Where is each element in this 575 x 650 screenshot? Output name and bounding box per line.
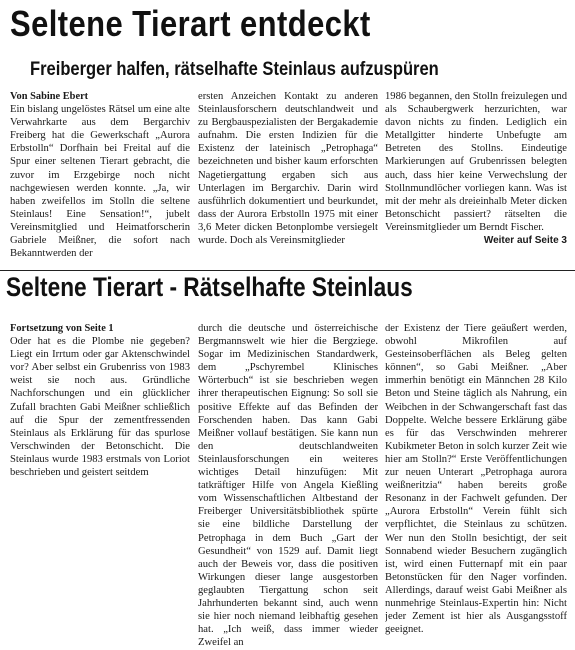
article2-column-3-text: der Existenz der Tiere geäußert werden, obwohl Mikrofilen auf Gesteinsoberflächen als Beleg gelten können“, so Gabi Meißner. „Aber immerhin benötigt ein Männchen 28 Kilo Beton und Steine täglich als Nahrung, ein Weibchen in der Schwangerschaft fast das Doppelte. Welche bessere Erklärung gäbe es für das Verschwinden mehrerer Kubikmeter Beton in solch kurzer Zeit wie hier am Stolln?“ Erste Veröffentlichungen zur neuen Unterart „Petrophaga aurora weißneritzia“ haben bereits große Resonanz in der Fachwelt gefunden. Der „Aurora Erbstolln“ Verein fühlt sich verpflichtet, die Steinlaus zu schützen. Wer nun den Stolln besichtigt, der seit Sonnabend wieder Besuchern zugänglich ist, wird einen Futternapf mit ein paar Betonstücken für den Nager vorfinden. Allerdings, darauf weist Gabi Meißner als nunmehrige Steinlaus-Expertin hin: Nicht jeder Zement ist hier als Ausgangsstoff geeignet. [385, 323, 567, 636]
article1-column-2 [198, 90, 378, 266]
article2-column-3 [385, 322, 567, 648]
article2-column-1-text: Oder hat es die Plombe nie gegeben? Liegt ein Irrtum oder gar Aktenschwindel vor? Aber selbst ein Grubenriss von 1983 weist sie noch aus. Gründliche Nachforschungen und ein glücklicher Zufall brachten Gabi Meißner schließlich auf die Spur der zementfressenden Steinlaus als Erklärung für das spurlose Verschwinden der Betonschicht. Die Steinlaus wurde 1983 erstmals von Loriot beschrieben und geistert seitdem [10, 336, 190, 479]
article2-column-2-text: durch die deutsche und österreichische Bergmannswelt wie hier die Bergziege. Sogar im Medizinischen Standardwerk, dem „Pschyrembel Klinisches Wörterbuch“ ist sie beschrieben wegen ihrer therapeutischen Eignung: So soll sie positive Effekte auf das Befinden der Forschenden haben. Das kann Gabi Meißner vollauf bestätigen. Sie kann nun den deutschlandweiten Steinlausforschungen ein weiteres wichtiges Detail hinzufügen: Mit tatkräftiger Hilfe von Angela Kießling vom Wissenschaftlichen Altbestand der Freiberger Universitätsbibliothek spürte sie eine bildliche Darstellung der Petrophaga in dem Buch „Gart der Gesundheit“ von 1529 auf. Damit liegt auch der Beweis vor, dass die positiven Wirkungen dieser lange ausgestorben geglaubten Tiergattung schon seit Jahrhunderten bekannt sind, auch wenn sie hier noch niemand leibhaftig gesehen hat. „Ich weiß, dass immer wieder Zweifel an [198, 323, 378, 648]
article1-column-1-text: Ein bislang ungelöstes Rätsel um eine alte Verwahrkarte aus dem Bergarchiv Freiberg hat die Gewerkschaft „Aurora Erbstolln“ Dorfhain bei Freital auf die Spur einer seltenen Tierart gebracht, die zuvor im Erzgebirge noch nicht nachgewiesen werden konnte. „Ja, wir haben zweifellos im Stolln die seltene Steinlaus! Eine Sensation!“, jubelt Vereinsmitglied und Heimatforscherin Gabriele Meißner, die sofort nach Bekanntwerden der [10, 104, 190, 260]
article1-column-3 [385, 90, 567, 268]
article2-headline: Seltene Tierart - Rätselhafte Steinlaus [6, 272, 413, 302]
article2-column-1 [10, 322, 190, 506]
continued-from-page-1: Fortsetzung von Seite 1 [10, 323, 114, 334]
continued-on-page-3: Weiter auf Seite 3 [483, 235, 567, 247]
article2-column-2 [198, 322, 378, 648]
article1-headline: Seltene Tierart entdeckt [10, 3, 371, 44]
article1-subheadline: Freiberger halfen, rätselhafte Steinlaus aufzuspüren [30, 59, 439, 80]
article1-column-1 [10, 90, 190, 266]
article1-column-2-text: ersten Anzeichen Kontakt zu anderen Steinlausforschern deutschlandweit und zu Bergbauspezialisten der Bergakademie aufnahm. Die ersten Indizien für die Existenz der lateinisch „Petrophaga“ bezeichneten und bisher kaum erforschten Nagetiergattung ergaben sich aus Unterlagen im Bergarchiv. Darin wird ausführlich dokumentiert und beurkundet, dass der Aurora Erbstolln 1975 mit einer 3,6 Meter dicken Betonplombe versiegelt wurde. Doch als Vereinsmitglieder [198, 91, 378, 247]
byline: Von Sabine Ebert [10, 91, 89, 102]
article1-column-3-text: 1986 begannen, den Stolln freizulegen und als Schaubergwerk herzurichten, war davon nichts zu finden. Lediglich ein Metallgitter hinderte Unbefugte am Betreten des Stollns. Eindeutige Markierungen auf Grubenrissen belegten auch, dass hier keine Verwechslung der Stollnmundlöcher vorliegen kann. Was ist mit der mehr als dreieinhalb Meter dicken Betonschicht passiert? rätselten die Vereinsmitglieder um Berndt Fischer. [385, 91, 567, 233]
